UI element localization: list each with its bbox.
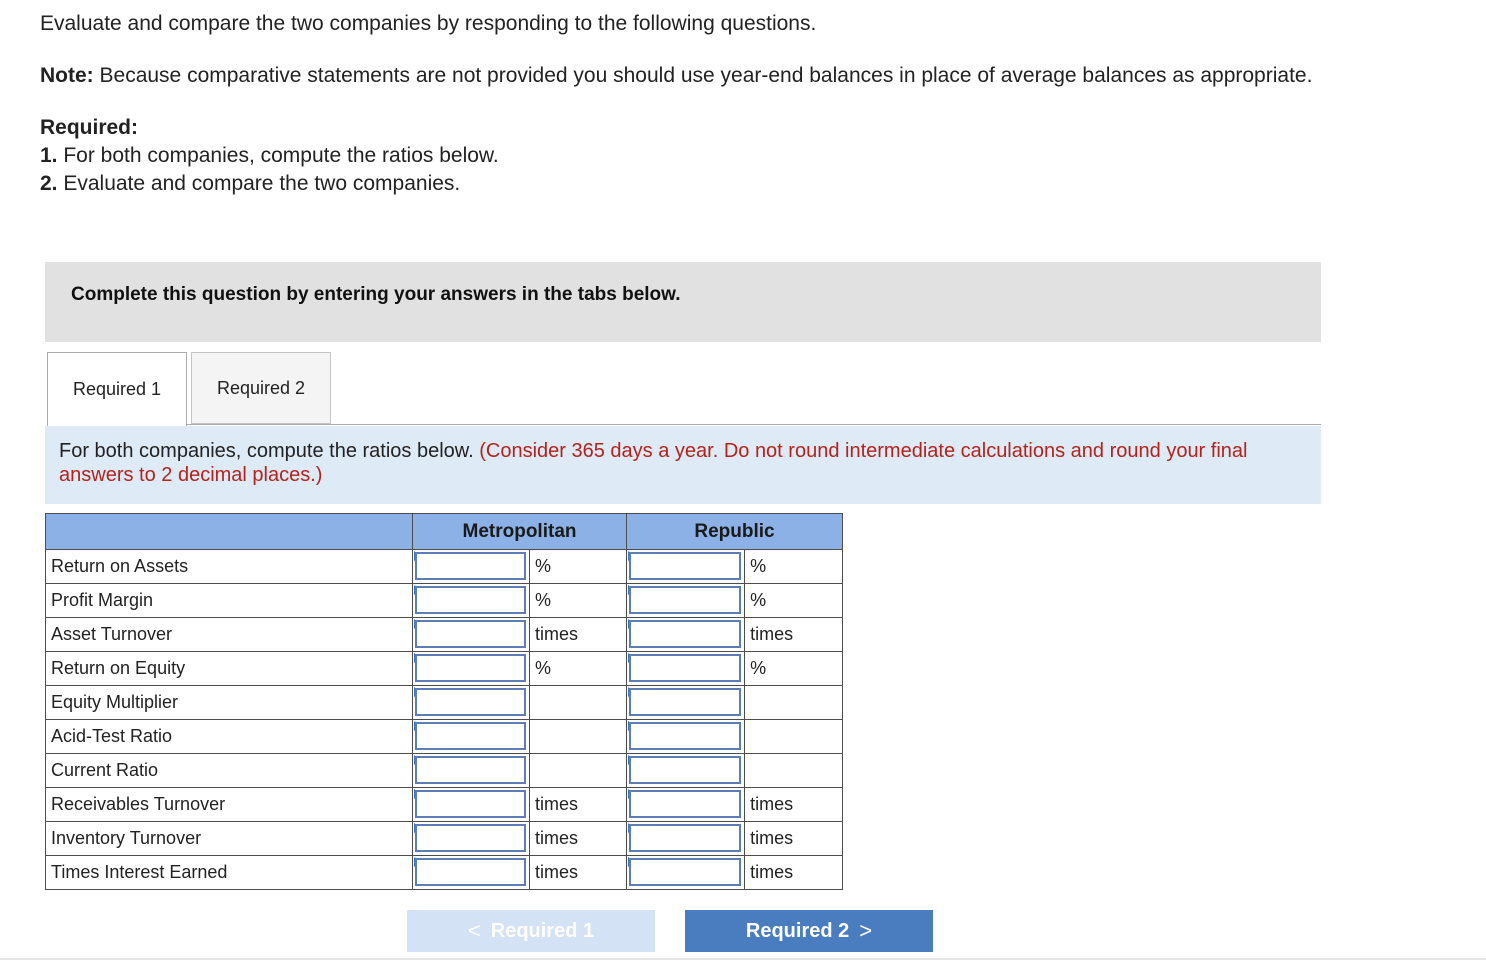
required-item-1: 1. For both companies, compute the ratios below. [40, 144, 499, 167]
metropolitan-unit: times [530, 788, 627, 822]
required-heading: Required: [40, 116, 139, 139]
republic-input[interactable] [629, 790, 741, 818]
metropolitan-unit: % [530, 550, 627, 584]
note-text: Because comparative statements are not provided you should use year-end balances in place of average balances as appropriate. [93, 64, 1313, 87]
row-label: Times Interest Earned [46, 856, 413, 890]
metropolitan-unit: times [530, 856, 627, 890]
republic-unit: times [745, 788, 843, 822]
republic-unit: % [745, 584, 843, 618]
footer-divider [0, 958, 1486, 960]
prompt-text: For both companies, compute the ratios below. [59, 440, 480, 462]
question-intro [40, 10, 1370, 198]
prev-button[interactable] [407, 910, 655, 952]
republic-unit: times [745, 618, 843, 652]
ratio-prompt [45, 426, 1321, 504]
metropolitan-input[interactable] [415, 790, 526, 818]
metropolitan-unit: times [530, 618, 627, 652]
republic-cell [627, 754, 745, 788]
row-label: Acid-Test Ratio [46, 720, 413, 754]
republic-unit: % [745, 652, 843, 686]
metropolitan-input[interactable] [415, 620, 526, 648]
row-label: Return on Equity [46, 652, 413, 686]
republic-unit [745, 720, 843, 754]
republic-cell [627, 584, 745, 618]
tab-required-1[interactable]: Required 1 [47, 352, 187, 426]
republic-cell [627, 788, 745, 822]
table-row [46, 584, 843, 618]
row-label: Asset Turnover [46, 618, 413, 652]
republic-unit [745, 754, 843, 788]
table-row [46, 754, 843, 788]
metropolitan-cell [413, 618, 530, 652]
chevron-left-icon: < [467, 918, 481, 943]
table-header-row [46, 514, 843, 550]
note-label: Note: [40, 64, 94, 87]
metropolitan-input[interactable] [415, 722, 526, 750]
header-republic: Republic [627, 514, 843, 550]
republic-cell [627, 652, 745, 686]
republic-input[interactable] [629, 824, 741, 852]
instruction-banner [45, 262, 1321, 342]
republic-input[interactable] [629, 552, 741, 580]
republic-input[interactable] [629, 654, 741, 682]
prompt-instructions: (Consider 365 days a year. Do not round intermediate calculations and round your final answers to 2 decimal places.) [59, 440, 1248, 486]
row-label: Profit Margin [46, 584, 413, 618]
tab-divider [187, 424, 1321, 425]
metropolitan-unit: % [530, 652, 627, 686]
metropolitan-unit: times [530, 822, 627, 856]
ratio-table [45, 513, 843, 890]
table-row [46, 686, 843, 720]
metropolitan-unit: % [530, 584, 627, 618]
metropolitan-cell [413, 720, 530, 754]
intro-line: Evaluate and compare the two companies by responding to the following questions. [40, 12, 817, 35]
next-button[interactable] [685, 910, 933, 952]
metropolitan-cell [413, 788, 530, 822]
republic-unit: % [745, 550, 843, 584]
metropolitan-input[interactable] [415, 688, 526, 716]
row-label: Current Ratio [46, 754, 413, 788]
metropolitan-cell [413, 686, 530, 720]
metropolitan-input[interactable] [415, 586, 526, 614]
metropolitan-input[interactable] [415, 654, 526, 682]
metropolitan-unit [530, 720, 627, 754]
header-blank [46, 514, 413, 550]
table-row [46, 652, 843, 686]
table-row [46, 550, 843, 584]
chevron-right-icon: > [859, 918, 873, 943]
republic-input[interactable] [629, 722, 741, 750]
table-row [46, 720, 843, 754]
republic-input[interactable] [629, 586, 741, 614]
republic-input[interactable] [629, 688, 741, 716]
republic-unit: times [745, 822, 843, 856]
metropolitan-cell [413, 550, 530, 584]
republic-unit: times [745, 856, 843, 890]
republic-input[interactable] [629, 858, 741, 886]
republic-cell [627, 720, 745, 754]
metropolitan-input[interactable] [415, 824, 526, 852]
row-label: Inventory Turnover [46, 822, 413, 856]
metropolitan-cell [413, 856, 530, 890]
republic-unit [745, 686, 843, 720]
republic-cell [627, 686, 745, 720]
republic-cell [627, 618, 745, 652]
republic-cell [627, 822, 745, 856]
tab-required-2[interactable]: Required 2 [191, 352, 331, 424]
metropolitan-unit [530, 686, 627, 720]
metropolitan-cell [413, 584, 530, 618]
metropolitan-unit [530, 754, 627, 788]
instruction-text: Complete this question by entering your answers in the tabs below. [71, 284, 681, 305]
republic-cell [627, 856, 745, 890]
prev-button-label: Required 1 [490, 919, 595, 942]
next-button-label: Required 2 [745, 919, 850, 942]
row-label: Return on Assets [46, 550, 413, 584]
metropolitan-input[interactable] [415, 552, 526, 580]
metropolitan-cell [413, 652, 530, 686]
republic-input[interactable] [629, 620, 741, 648]
metropolitan-cell [413, 822, 530, 856]
table-row [46, 822, 843, 856]
metropolitan-cell [413, 754, 530, 788]
row-label: Equity Multiplier [46, 686, 413, 720]
table-row [46, 788, 843, 822]
metropolitan-input[interactable] [415, 858, 526, 886]
required-item-2: 2. Evaluate and compare the two companies. [40, 172, 461, 195]
table-row [46, 618, 843, 652]
republic-cell [627, 550, 745, 584]
note-paragraph [40, 62, 1370, 90]
row-label: Receivables Turnover [46, 788, 413, 822]
header-metropolitan: Metropolitan [413, 514, 627, 550]
table-row [46, 856, 843, 890]
metropolitan-input[interactable] [415, 756, 526, 784]
republic-input[interactable] [629, 756, 741, 784]
